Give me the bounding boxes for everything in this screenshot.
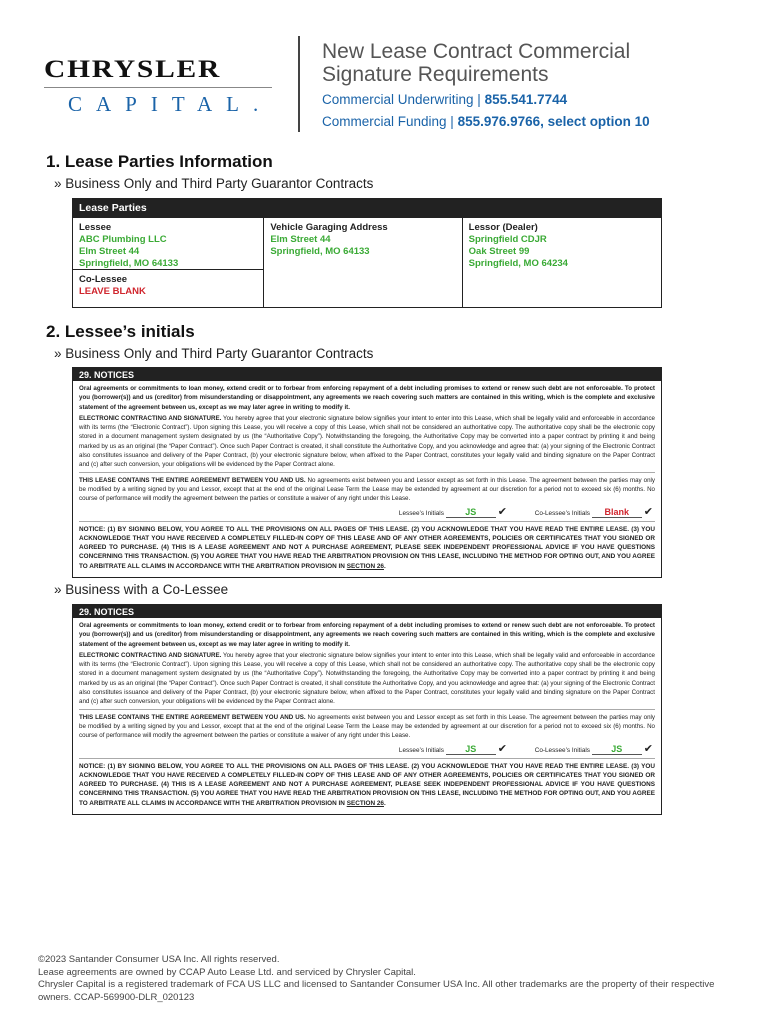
lessee-name: ABC Plumbing LLC [79,234,167,245]
section2-subtitle-business: » Business Only and Third Party Guarantor Contracts [54,346,374,361]
notices-header: 29. NOTICES [73,605,661,618]
notices-box-colessee [72,604,662,815]
checkmark-icon: ✔ [643,505,653,518]
underwriting-label: Commercial Underwriting | [322,92,481,107]
initials-row [79,743,655,756]
lessor-city: Springfield, MO 64234 [468,258,568,269]
funding-contact [322,114,650,129]
lessor-label: Lessor (Dealer) [468,222,538,233]
footer [38,954,738,1004]
checkmark-icon: ✔ [643,742,653,755]
checkmark-icon: ✔ [497,505,507,518]
electronic-contracting-text: ELECTRONIC CONTRACTING AND SIGNATURE. You hereby agree that your electronic signature below signifies your intent to enter into this Lease, which shall be legally valid and enforceable in accordance with its terms (the “Electronic Contract”). Upon signing this Lease, you will receive a copy of this Lease, which shall not be considered an authoritative copy. The authoritative copy shall be the electronic copy stored in a document management system designated by us (the “Authoritative Copy”). Notwithstanding the foregoing, the Authoritative Copy may be converted into a paper contract by printing it and being marked by us as an original (the “Paper Contract”). Once such Paper Contract is created, it shall constitute the Authoritative Copy, and you acknowledge and agree that: (a) your signing of the Electronic Contract also constitutes issuance and delivery of the Paper Contract, (b) your electronic signature below, when affixed to the Paper Contract, constitutes your legally valid and binding signature on the Paper Contract and (c) after such conversion, your obligations will be evidenced by the Paper Contract alone. [79,651,655,706]
colessee-cell [73,270,263,302]
electronic-contracting-text: ELECTRONIC CONTRACTING AND SIGNATURE. You hereby agree that your electronic signature below signifies your intent to enter into this Lease, which shall be legally valid and enforceable in accordance with its terms (the “Electronic Contract”). Upon signing this Lease, you will receive a copy of this Lease, which shall not be considered an authoritative copy. The authoritative copy shall be the electronic copy stored in a document management system designated by us (the “Authoritative Copy”). Notwithstanding the foregoing, the Authoritative Copy may be converted into a paper contract by printing it and being marked by us as an original (the “Paper Contract”). Once such Paper Contract is created, it shall constitute the Authoritative Copy, and you acknowledge and agree that: (a) your signing of the Electronic Contract also constitutes issuance and delivery of the Paper Contract, (b) your electronic signature below, when affixed to the Paper Contract, constitutes your legally valid and binding signature on the Paper Contract and (c) after such conversion, your obligations will be evidenced by the Paper Contract alone. [79,414,655,469]
entire-agreement-text: THIS LEASE CONTAINS THE ENTIRE AGREEMENT BETWEEN YOU AND US. No agreements exist between you and Lessor except as set forth in this Lease. The agreement between the parties may only be modified by a writing signed by you and Lessor, except that at the end of the original Lease Term the Lease may be extended by agreement at our discretion for a period not to exceed six (6) months. No course of performance will modify the agreement between the parties or constitute a waiver of any right under this Lease. [79,476,655,503]
initials-row [79,506,655,519]
underwriting-contact [322,92,567,107]
oral-agreements-text: Oral agreements or commitments to loan money, extend credit or to forbear from enforcing repayment of a debt including promises to extend or renew such debt are not enforceable. To protect you (borrower(s)) and us (creditor) from misunderstanding or disappointment, any agreements we reach covering such matters are contained in this writing, which is the complete and exclusive statement of the agreement between us, except as we may later agree in writing to modify it. [79,622,655,648]
lessee-cell [73,218,263,270]
lessee-city: Springfield, MO 64133 [79,258,179,269]
lessee-label: Lessee [79,222,112,233]
header-divider [298,36,300,132]
notices-header: 29. NOTICES [73,368,661,381]
section1-subtitle: » Business Only and Third Party Guarantor Contracts [54,176,374,191]
document-title-line2: Signature Requirements [322,63,549,86]
lessee-initials-label: Lessee’s Initials [398,746,444,754]
lessee-street: Elm Street 44 [79,246,140,257]
notice-rule [79,709,655,710]
lessor-name: Springfield CDJR [468,234,547,245]
garaging-label: Vehicle Garaging Address [270,222,388,233]
footer-copyright: ©2023 Santander Consumer USA Inc. All rights reserved. [38,954,280,965]
notice-final-text: NOTICE: (1) BY SIGNING BELOW, YOU AGREE TO ALL THE PROVISIONS ON ALL PAGES OF THIS LEASE. (2) YOU ACKNOWLEDGE THAT YOU HAVE READ THE ENTIRE LEASE. (3) YOU ACKNOWLEDGE THAT YOU HAVE RECEIVED A COMPLETELY FILLED-IN COPY OF THIS LEASE AND OF ANY OTHER AGREEMENTS, POLICIES OR CERTIFICATES THAT YOU SIGNED OR AGREED TO PURCHASE. (4) THIS IS A LEASE AGREEMENT AND NOT A PURCHASE AGREEMENT, PLEASE SEEK INDEPENDENT PROFESSIONAL ADVICE IF YOU HAVE QUESTIONS CONCERNING THIS TRANSACTION. (5) YOU AGREE THAT YOU HAVE READ THE ARBITRATION PROVISION ON THIS LEASE, INCLUDING THE METHOD FOR OPTING OUT, AND YOU AGREE TO ARBITRATE ALL CLAIMS IN ACCORDANCE WITH THE ARBITRATION PROVISION IN SECTION 26. [79,525,656,570]
chrysler-capital-logo [44,58,276,115]
section2-subtitle-colessee: » Business with a Co-Lessee [54,582,229,597]
lessee-initials-label: Lessee’s Initials [398,509,444,517]
lessor-street: Oak Street 99 [468,246,530,257]
notice-rule [79,472,655,473]
colessee-label: Co-Lessee [79,274,128,285]
lessee-initials-field[interactable]: JS [446,507,496,518]
colessee-initials-field[interactable]: JS [592,744,642,755]
garaging-column [264,218,462,307]
section-26-link[interactable]: SECTION 26 [346,799,384,807]
lease-parties-header: Lease Parties [73,199,661,218]
underwriting-phone: 855.541.7744 [484,92,568,107]
logo-wordmark-bottom: CAPITAL. [68,92,273,116]
checkmark-icon: ✔ [497,742,507,755]
document-title-line1: New Lease Contract Commercial [322,40,631,63]
logo-wordmark-top: CHRYSLER [44,56,222,83]
lease-parties-table [72,198,662,308]
footer-trademark: Chrysler Capital is a registered trademark of FCA US LLC and licensed to Santander Consumer USA Inc. All other trademarks are the property of their respective owners. CCAP-569900-DLR_020123 [38,979,715,1003]
colessee-value: LEAVE BLANK [79,286,146,297]
colessee-initials-label: Co-Lessee’s Initials [534,746,590,754]
funding-phone: 855.976.9766, select option 10 [457,114,650,129]
colessee-initials-label: Co-Lessee’s Initials [534,509,590,517]
garaging-street: Elm Street 44 [270,234,331,245]
section2-title: 2. Lessee’s initials [46,322,195,341]
lease-parties-row [73,218,661,307]
notices-box-business [72,367,662,578]
lessee-initials-field[interactable]: JS [446,744,496,755]
section1-title: 1. Lease Parties Information [46,152,273,171]
entire-agreement-text: THIS LEASE CONTAINS THE ENTIRE AGREEMENT BETWEEN YOU AND US. No agreements exist between you and Lessor except as set forth in this Lease. The agreement between the parties may only be modified by a writing signed by you and Lessor, except that at the end of the original Lease Term the Lease may be extended by agreement at our discretion for a period not to exceed six (6) months. No course of performance will modify the agreement between the parties or constitute a waiver of any right under this Lease. [79,713,655,740]
logo-rule [44,87,272,88]
footer-ownership: Lease agreements are owned by CCAP Auto Lease Ltd. and serviced by Chrysler Capital. [38,966,416,978]
section-26-link[interactable]: SECTION 26 [346,562,384,570]
lessor-column [463,218,661,307]
oral-agreements-text: Oral agreements or commitments to loan money, extend credit or to forbear from enforcing repayment of a debt including promises to extend or renew such debt are not enforceable. To protect you (borrower(s)) and us (creditor) from misunderstanding or disappointment, any agreements we reach covering such matters are contained in this writing, which is the complete and exclusive statement of the agreement between us, except as we may later agree in writing to modify it. [79,385,655,411]
garaging-city: Springfield, MO 64133 [270,246,370,257]
notice-rule [79,758,655,759]
notice-final-text: NOTICE: (1) BY SIGNING BELOW, YOU AGREE TO ALL THE PROVISIONS ON ALL PAGES OF THIS LEASE. (2) YOU ACKNOWLEDGE THAT YOU HAVE READ THE ENTIRE LEASE. (3) YOU ACKNOWLEDGE THAT YOU HAVE RECEIVED A COMPLETELY FILLED-IN COPY OF THIS LEASE AND OF ANY OTHER AGREEMENTS, POLICIES OR CERTIFICATES THAT YOU SIGNED OR AGREED TO PURCHASE. (4) THIS IS A LEASE AGREEMENT AND NOT A PURCHASE AGREEMENT, PLEASE SEEK INDEPENDENT PROFESSIONAL ADVICE IF YOU HAVE QUESTIONS CONCERNING THIS TRANSACTION. (5) YOU AGREE THAT YOU HAVE READ THE ARBITRATION PROVISION ON THIS LEASE, INCLUDING THE METHOD FOR OPTING OUT, AND YOU AGREE TO ARBITRATE ALL CLAIMS IN ACCORDANCE WITH THE ARBITRATION PROVISION IN SECTION 26. [79,762,656,807]
funding-label: Commercial Funding | [322,114,454,129]
lessee-column [73,218,264,307]
document-title [322,40,742,86]
colessee-initials-field[interactable]: Blank [592,507,642,518]
notice-rule [79,521,655,522]
